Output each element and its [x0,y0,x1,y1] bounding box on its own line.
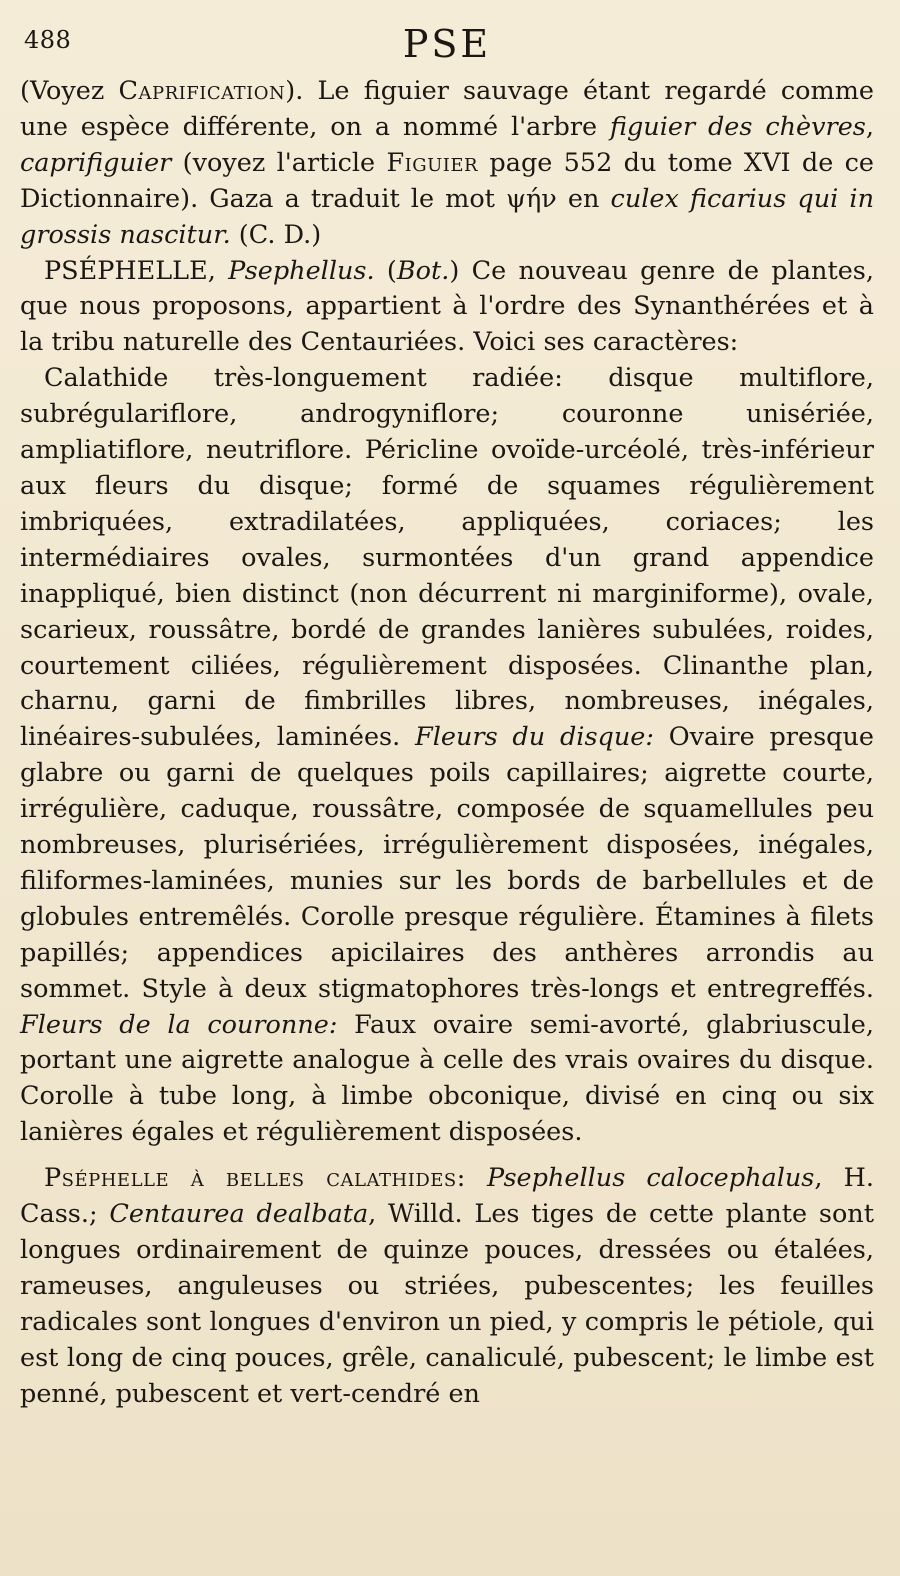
paragraph-gap [20,1151,874,1161]
text-span: (voyez l'article [171,147,387,178]
text-span: Calathide très-longuement radiée: disque multiflore, subrégulariflore, androgyniflore; couronne unisériée, ampliatiflore, neutriflore. Péricline ovoïde-urcéolé, très-inférieur aux fleurs du disque; formé de squames régulièrement imbriquées, extradilatées, appliquées, coriaces; les intermédiaires ovales, surmontées d'un grand appendice inappliqué, bien distinct (non décurrent ni marginiforme), ovale, scarieux, roussâtre, bordé de grandes lanières subulées, roides, courtement ciliées, régulièrement disposées. Clinanthe plan, charnu, garni de fimbrilles libres, nombreuses, inégales, linéaires-subulées, laminées. [20,363,874,753]
latin-name: Centaurea dealbata [109,1199,369,1230]
paragraph-characters [20,361,874,1151]
species-headword: Pséphelle à belles calathides: [44,1163,466,1194]
author-initials: (C. D.) [230,219,322,250]
text-span: Faux ovaire semi-avorté, glabriuscule, portant une aigrette analogue à celle des vrais ovaires du disque. Corolle à tube long, à limbe obconique, divisé en cinq ou six lanières égales et régulièrement disposées. [20,1009,874,1148]
italic-term: caprifiguier [20,147,172,178]
body-text [20,74,874,1413]
text-span: , H. Cass.; [20,1163,874,1230]
text-span: page 552 du tome XVI de ce Dictionnaire). Gaza a traduit le mot ψήν en [20,147,874,214]
paragraph-caprification [20,74,874,254]
italic-term: figuier des chèvres [609,111,866,142]
text-span: , [865,111,874,142]
running-head: PSE [402,22,492,66]
text-span: ). Le figuier sauvage étant regardé comme une espèce différente, on a nommé l'arbre [20,76,874,142]
text-span: Ovaire presque glabre ou garni de quelques poils capillaires; aigrette courte, irrégulière, caduque, roussâtre, composée de squamellules peu nombreuses, plurisériées, irrégulièrement disposées, inégales, filiformes-laminées, munies sur les bords de barbellules et de globules entremêlés. Corolle presque régulière. Étamines à filets papillés; appendices apicilaires des anthères arrondis au sommet. Style à deux stigmatophores très-longs et entregreffés. [20,722,875,1004]
latin-name: Psephellus. [228,255,375,286]
entry-psephelle [20,254,874,362]
latin-name: Psephellus calocephalus [486,1163,815,1194]
subject-abbreviation: Bot. [396,255,450,286]
italic-term: Fleurs de la couronne: [20,1009,338,1040]
text-span: ) Ce nouveau genre de plantes, que nous proposons, appartient à l'ordre des Synanthérées et à la tribu naturelle des Centauriées. Voici ses caractères: [20,255,874,358]
text-span: ( [374,255,397,286]
text-span: (Voyez [20,76,119,106]
paragraph-species [20,1161,874,1412]
text-span [466,1163,487,1193]
page-number: 488 [24,26,72,54]
cross-reference: Figuier [386,147,479,178]
entry-headword: PSÉPHELLE, [44,255,229,286]
italic-term: culex ficarius qui in grossis nascitur. [20,183,874,250]
italic-term: Fleurs du disque: [415,722,654,753]
text-span: , Willd. Les tiges de cette plante sont longues ordinairement de quinze pouces, dressées ou étalées, rameuses, anguleuses ou striées, pubescentes; les feuilles radicales sont longues d'environ un pied, y compris le pétiole, qui est long de cinq pouces, grêle, canaliculé, pubescent; le limbe est penné, pubescent et vert-cendré en [20,1199,874,1409]
cross-reference: Caprification [118,76,286,106]
page-header [20,22,874,74]
